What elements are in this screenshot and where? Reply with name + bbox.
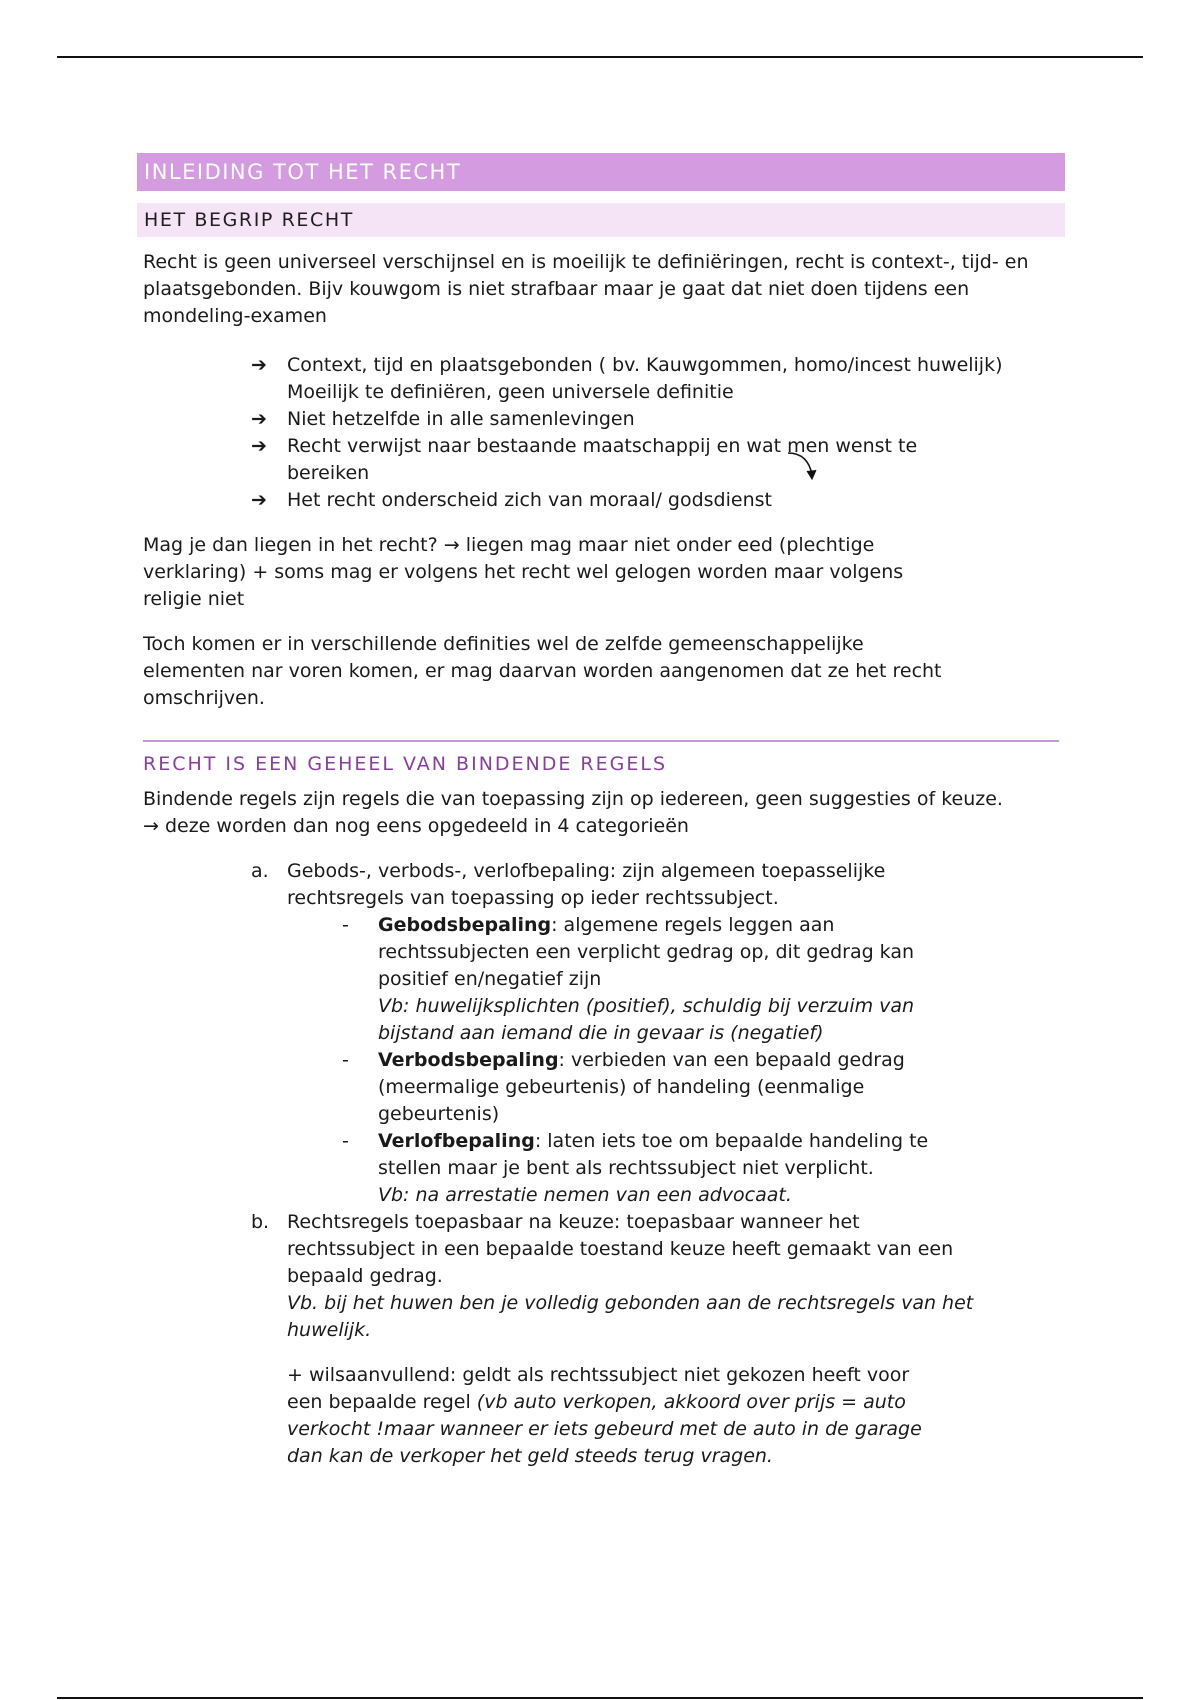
- list-item: Moeilijk te definiëren, geen universele definitie: [287, 381, 734, 403]
- list-item: ➔ Het recht onderscheid zich van moraal/ godsdienst: [251, 487, 1065, 514]
- sub-list: [342, 912, 967, 1209]
- list-item: ➔ Recht verwijst naar bestaande maatschappij en wat men wenst te bereiken: [251, 435, 918, 484]
- bottom-rule: [57, 1697, 1143, 1699]
- arrow-icon: ➔: [251, 489, 267, 511]
- arrow-icon: ➔: [251, 435, 267, 457]
- subsection-divider: [143, 740, 1059, 778]
- item-text: Gebods-, verbods-, verlofbepaling: zijn algemeen toepasselijke rechtsregels van toepassing op ieder rechtssubject.: [287, 860, 886, 909]
- item-text: Rechtsregels toepasbaar na keuze: toepasbaar wanneer het rechtssubject in een bepaalde toestand keuze heeft gemaakt van een bepaald gedrag.: [287, 1211, 954, 1287]
- list-item-a: [251, 858, 967, 1209]
- curved-arrow-icon: [786, 449, 820, 483]
- document-title: INLEIDING TOT HET RECHT: [137, 153, 1065, 191]
- example: Vb. bij het huwen ben je volledig gebonden aan de rechtsregels van het huwelijk.: [287, 1292, 974, 1341]
- common-elements-paragraph: Toch komen er in verschillende definities wel de zelfde gemeenschappelijke elementen nar voren komen, er mag daarvan worden aangenomen dat ze het recht omschrijven.: [143, 633, 942, 709]
- sub-item-verbod: - Verbodsbepaling: verbieden van een bepaald gedrag (meermalige gebeurtenis) of handeling (eenmalige gebeurtenis): [342, 1049, 905, 1125]
- item-label: a.: [251, 860, 269, 882]
- top-rule: [57, 56, 1143, 58]
- arrow-icon: ➔: [251, 408, 267, 430]
- sub-item-gebod: - Gebodsbepaling: algemene regels leggen aan rechtssubjecten een verplicht gedrag op, dit gedrag kan positief en/negatief zijn Vb: huwelijksplichten (positief), schuldig bij verzuim van bijstand aan iemand die in gevaar is (negatief): [342, 914, 915, 1044]
- binding-rules-intro: Bindende regels zijn regels die van toepassing zijn op iedereen, geen suggesties of keuze.: [143, 788, 1003, 810]
- list-item: ➔ Niet hetzelfde in alle samenlevingen: [251, 406, 1065, 433]
- arrow-icon: ➔: [251, 354, 267, 376]
- intro-paragraph: Recht is geen universeel verschijnsel en is moeilijk te definiëringen, recht is context-, tijd- en plaatsgebonden. Bijv kouwgom is niet strafbaar maar je gaat dat niet doen tijdens een mondeling-examen: [143, 251, 1029, 327]
- sub-item-verlof: - Verlofbepaling: laten iets toe om bepaalde handeling te stellen maar je bent als rechtssubject niet verplicht. Vb: na arrestatie nemen van een advocaat.: [342, 1130, 929, 1206]
- list-item: ➔ Context, tijd en plaatsgebonden ( bv. Kauwgommen, homo/incest huwelijk): [251, 352, 1065, 379]
- term: Gebodsbepaling: [378, 914, 552, 936]
- example: Vb: huwelijksplichten (positief), schuldig bij verzuim van bijstand aan iemand die in gevaar is (negatief): [378, 995, 915, 1044]
- subsection-heading: RECHT IS EEN GEHEEL VAN BINDENDE REGELS: [143, 753, 668, 775]
- list-item-b: [251, 1209, 977, 1344]
- lying-paragraph: Mag je dan liegen in het recht? → liegen mag maar niet onder eed (plechtige verklaring) + soms mag er volgens het recht wel gelogen worden maar volgens religie niet: [143, 534, 904, 610]
- document-page: [137, 153, 1065, 1470]
- categories-list: [251, 858, 1065, 1344]
- characteristics-list: [251, 352, 1065, 514]
- term: Verlofbepaling: [378, 1130, 535, 1152]
- term: Verbodsbepaling: [378, 1049, 559, 1071]
- item-label: b.: [251, 1211, 270, 1233]
- categories-note: → deze worden dan nog eens opgedeeld in 4 categorieën: [143, 815, 689, 837]
- wilsaanvullend-paragraph: + wilsaanvullend: geldt als rechtssubject niet gekozen heeft voor een bepaalde regel (vb auto verkopen, akkoord over prijs = auto verkocht !maar wanneer er iets gebeurd met de auto in de garage dan kan de verkoper het geld steeds terug vragen.: [287, 1364, 922, 1467]
- section-heading: HET BEGRIP RECHT: [137, 203, 1065, 237]
- example: Vb: na arrestatie nemen van een advocaat.: [378, 1184, 792, 1206]
